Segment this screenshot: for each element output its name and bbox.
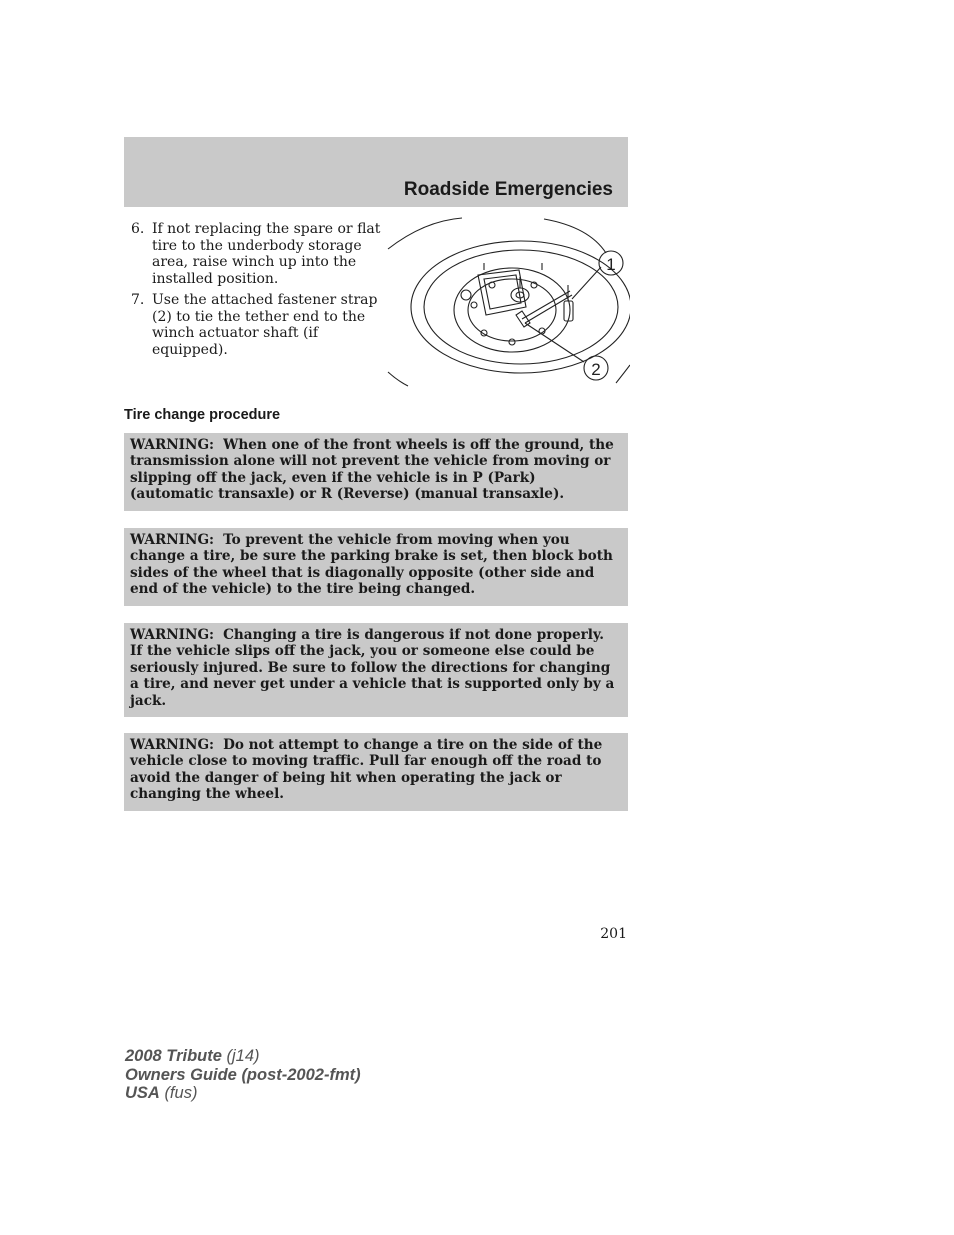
footer-market: USA: [125, 1084, 160, 1102]
footer-model-code: (j14): [226, 1047, 260, 1065]
spare-tire-winch-illustration: [384, 215, 630, 390]
warning-box: [124, 528, 628, 606]
footer-line: [125, 1066, 361, 1085]
warning-text: Do not attempt to change a tire on the side of the vehicle close to moving traffic. Pull far enough off the road to avoid the danger of being hit when operating the jack or changing the wheel.: [130, 737, 603, 803]
step-text: Use the attached fastener strap (2) to tie the tether end to the winch actuator shaft (if equipped).: [152, 292, 378, 358]
callout-label-1: 1: [606, 255, 616, 274]
callout-leader-2: [525, 323, 584, 362]
callout-leader-1: [572, 267, 601, 299]
warning-label: WARNING:: [130, 437, 215, 453]
step-item: [131, 292, 381, 358]
footer-guide: Owners Guide (post-2002-fmt): [125, 1065, 361, 1084]
warning-text: To prevent the vehicle from moving when you change a tire, be sure the parking brake is set, then block both sides of the wheel that is diagonally opposite (other side and end of the vehicle) to the tire being changed.: [130, 532, 613, 598]
warning-box: [124, 733, 628, 811]
footer-market-code: (fus): [164, 1084, 198, 1102]
callout-label-2: 2: [591, 360, 601, 379]
warning-label: WARNING:: [130, 532, 215, 548]
warning-box: [124, 623, 628, 717]
step-text: If not replacing the spare or flat tire to the underbody storage area, raise winch up into the installed position.: [152, 221, 381, 287]
footer-model: 2008 Tribute: [125, 1047, 222, 1065]
document-footer: [125, 1047, 361, 1103]
footer-line: [125, 1047, 361, 1066]
section-header-band: [124, 137, 628, 207]
warning-label: WARNING:: [130, 627, 215, 643]
footer-line: [125, 1084, 361, 1103]
step-number: 6.: [131, 221, 145, 237]
warning-text: When one of the front wheels is off the ground, the transmission alone will not prevent the vehicle from moving or slipping off the jack, even if the vehicle is in P (Park) (automatic transaxle) or R (Reverse) (manual transaxle).: [130, 437, 614, 503]
step-item: [131, 221, 381, 287]
section-heading: Tire change procedure: [124, 407, 281, 423]
winch-diagram: [384, 215, 630, 390]
tire-outer-ring: [411, 241, 630, 373]
step-list: [131, 221, 381, 363]
warning-label: WARNING:: [130, 737, 215, 753]
step-number: 7.: [131, 292, 145, 308]
tire-inner-ring: [424, 250, 618, 364]
page-number: 201: [600, 926, 627, 942]
warning-text: Changing a tire is dangerous if not done properly. If the vehicle slips off the jack, you or someone else could be seriously injured. Be sure to follow the directions for changing a tire, and never get under a vehicle that is supported only by a jack.: [130, 627, 615, 709]
section-title: Roadside Emergencies: [403, 179, 613, 200]
warning-box: [124, 433, 628, 511]
